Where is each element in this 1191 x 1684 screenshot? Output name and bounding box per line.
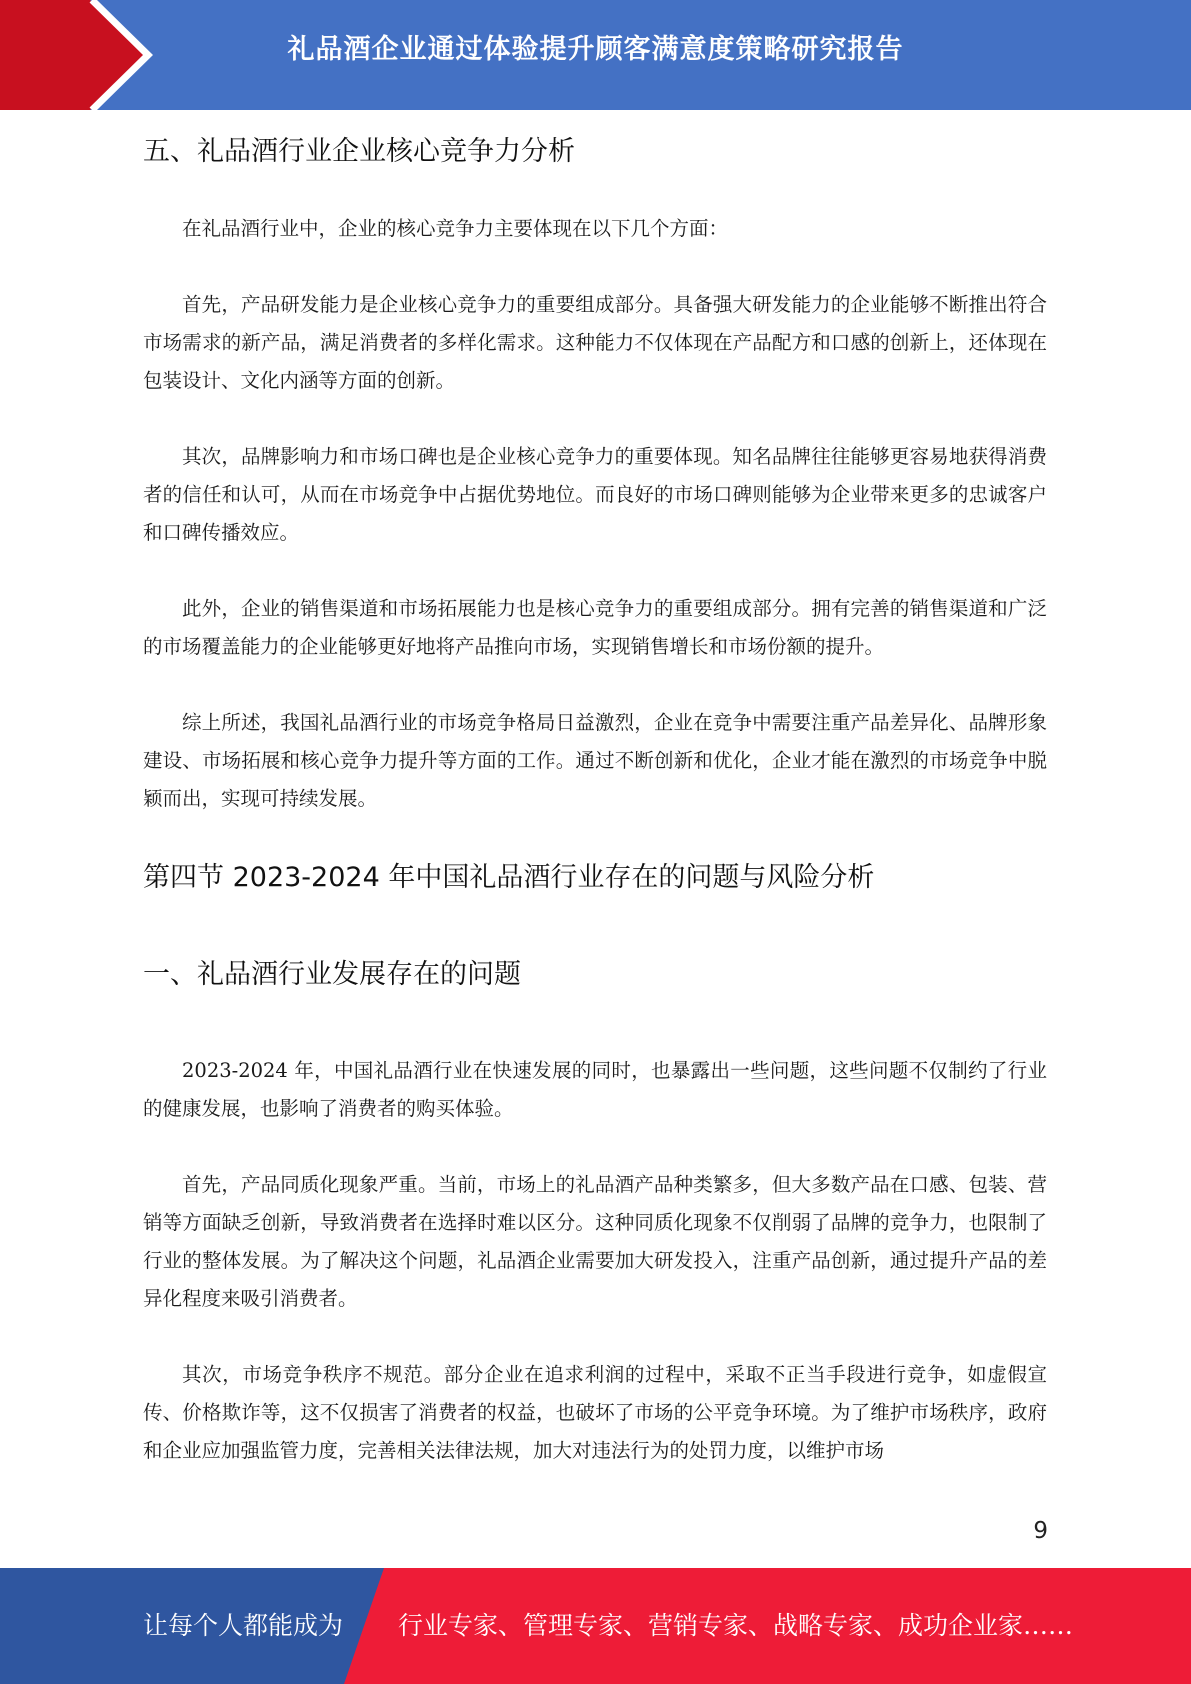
page-footer xyxy=(0,1568,1191,1684)
paragraph: 首先，产品同质化现象严重。当前，市场上的礼品酒产品种类繁多，但大多数产品在口感、包装、营销等方面缺乏创新，导致消费者在选择时难以区分。这种同质化现象不仅削弱了品牌的竞争力，也限制了行业的整体发展。为了解决这个问题，礼品酒企业需要加大研发投入，注重产品创新，通过提升产品的差异化程度来吸引消费者。 xyxy=(143,1173,1047,1310)
section-heading: 一、礼品酒行业发展存在的问题 xyxy=(143,959,521,990)
paragraph: 其次，品牌影响力和市场口碑也是企业核心竞争力的重要体现。知名品牌往往能够更容易地获得消费者的信任和认可，从而在市场竞争中占据优势地位。而良好的市场口碑则能够为企业带来更多的忠诚客户和口碑传播效应。 xyxy=(143,445,1047,544)
paragraph: 首先，产品研发能力是企业核心竞争力的重要组成部分。具备强大研发能力的企业能够不断推出符合市场需求的新产品，满足消费者的多样化需求。这种能力不仅体现在产品配方和口感的创新上，还体现在包装设计、文化内涵等方面的创新。 xyxy=(143,293,1047,392)
paragraph: 此外，企业的销售渠道和市场拓展能力也是核心竞争力的重要组成部分。拥有完善的销售渠道和广泛的市场覆盖能力的企业能够更好地将产品推向市场，实现销售增长和市场份额的提升。 xyxy=(143,597,1047,658)
paragraph: 2023-2024 年，中国礼品酒行业在快速发展的同时，也暴露出一些问题，这些问题不仅制约了行业的健康发展，也影响了消费者的购买体验。 xyxy=(143,1059,1047,1120)
page-header xyxy=(0,0,1191,110)
page-content xyxy=(143,110,1047,1470)
paragraph: 综上所述，我国礼品酒行业的市场竞争格局日益激烈，企业在竞争中需要注重产品差异化、品牌形象建设、市场拓展和核心竞争力提升等方面的工作。通过不断创新和优化，企业才能在激烈的市场竞争中脱颖而出，实现可持续发展。 xyxy=(143,711,1047,810)
paragraph: 在礼品酒行业中，企业的核心竞争力主要体现在以下几个方面： xyxy=(182,217,729,240)
header-arrow-decoration xyxy=(0,0,170,110)
section-heading: 五、礼品酒行业企业核心竞争力分析 xyxy=(143,136,575,167)
report-title: 礼品酒企业通过体验提升顾客满意度策略研究报告 xyxy=(287,34,904,65)
footer-slogan-right: 行业专家、管理专家、营销专家、战略专家、成功企业家…… xyxy=(398,1611,1074,1640)
chapter-heading: 第四节 2023-2024 年中国礼品酒行业存在的问题与风险分析 xyxy=(143,862,875,893)
footer-slogan-left: 让每个人都能成为 xyxy=(143,1611,344,1640)
page-number: 9 xyxy=(1033,1518,1048,1544)
paragraph: 其次，市场竞争秩序不规范。部分企业在追求利润的过程中，采取不正当手段进行竞争，如虚假宣传、价格欺诈等，这不仅损害了消费者的权益，也破坏了市场的公平竞争环境。为了维护市场秩序，政府和企业应加强监管力度，完善相关法律法规，加大对违法行为的处罚力度，以维护市场 xyxy=(143,1363,1047,1462)
